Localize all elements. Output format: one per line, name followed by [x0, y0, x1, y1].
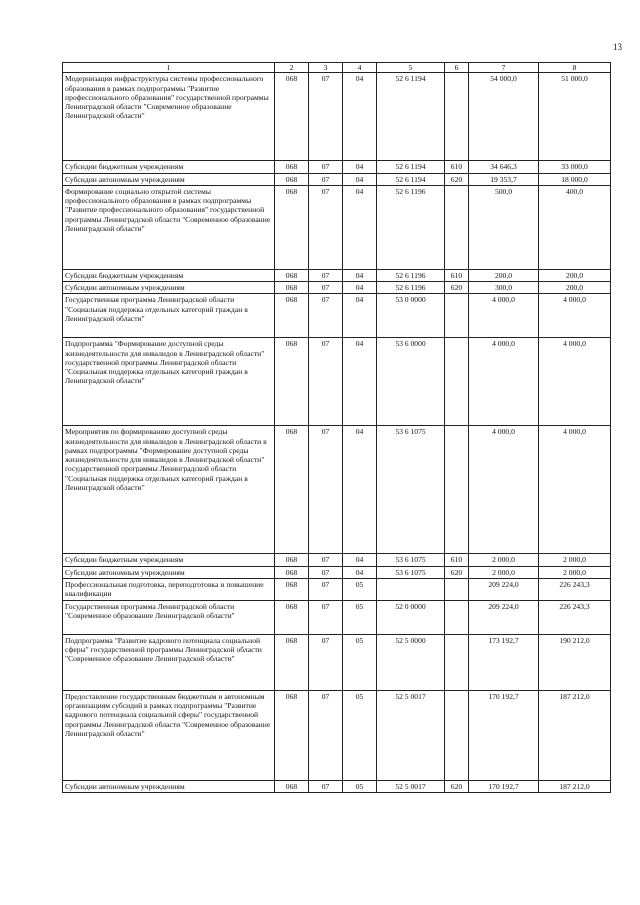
cell-target-article: 52 0 0000 — [377, 600, 445, 634]
cell-ministry-code: 068 — [275, 566, 309, 578]
table-row — [63, 634, 611, 690]
cell-name: Субсидии автономным учреждениям — [63, 780, 275, 792]
cell-subsection: 05 — [343, 690, 377, 780]
cell-subsection: 04 — [343, 426, 377, 554]
cell-section: 07 — [309, 161, 343, 173]
cell-ministry-code: 068 — [275, 173, 309, 185]
column-header: 3 — [309, 63, 343, 73]
cell-name: Профессиональная подготовка, переподготовка и повышение квалификации — [63, 578, 275, 600]
table-row — [63, 600, 611, 634]
cell-amount-year2: 2 000,0 — [539, 566, 611, 578]
cell-subsection: 04 — [343, 173, 377, 185]
table-row — [63, 566, 611, 578]
cell-ministry-code: 068 — [275, 634, 309, 690]
cell-ministry-code: 068 — [275, 185, 309, 269]
cell-expense-type: 610 — [445, 161, 469, 173]
cell-target-article: 53 6 0000 — [377, 338, 445, 426]
cell-subsection: 04 — [343, 73, 377, 161]
cell-amount-year2: 226 243,3 — [539, 600, 611, 634]
cell-amount-year2: 33 000,0 — [539, 161, 611, 173]
cell-amount-year2: 4 000,0 — [539, 426, 611, 554]
cell-amount-year2: 190 212,0 — [539, 634, 611, 690]
cell-name: Модернизация инфраструктуры системы профессионального образования в рамках подпрограммы "Развитие профессионального образования" государственной программы Ленинградской области "Современное образование Ленинградской области" — [63, 73, 275, 161]
cell-expense-type — [445, 578, 469, 600]
cell-section: 07 — [309, 554, 343, 566]
cell-section: 07 — [309, 566, 343, 578]
cell-section: 07 — [309, 269, 343, 281]
cell-amount-year2: 4 000,0 — [539, 338, 611, 426]
cell-name: Субсидии автономным учреждениям — [63, 282, 275, 294]
cell-amount-year2: 200,0 — [539, 282, 611, 294]
cell-amount-year1: 300,0 — [469, 282, 539, 294]
cell-target-article: 52 6 1194 — [377, 161, 445, 173]
cell-amount-year2: 187 212,0 — [539, 780, 611, 792]
cell-expense-type: 610 — [445, 269, 469, 281]
cell-ministry-code: 068 — [275, 426, 309, 554]
cell-ministry-code: 068 — [275, 578, 309, 600]
cell-amount-year2: 51 000,0 — [539, 73, 611, 161]
cell-target-article: 52 6 1194 — [377, 173, 445, 185]
column-header: 7 — [469, 63, 539, 73]
column-header: 4 — [343, 63, 377, 73]
cell-expense-type — [445, 338, 469, 426]
cell-section: 07 — [309, 690, 343, 780]
table-row — [63, 161, 611, 173]
cell-section: 07 — [309, 780, 343, 792]
cell-target-article: 52 6 1196 — [377, 269, 445, 281]
cell-ministry-code: 068 — [275, 690, 309, 780]
column-header: 6 — [445, 63, 469, 73]
cell-expense-type — [445, 600, 469, 634]
cell-target-article — [377, 578, 445, 600]
cell-section: 07 — [309, 578, 343, 600]
cell-subsection: 05 — [343, 780, 377, 792]
cell-subsection: 04 — [343, 566, 377, 578]
cell-amount-year1: 2 000,0 — [469, 566, 539, 578]
cell-expense-type: 620 — [445, 566, 469, 578]
cell-name: Субсидии бюджетным учреждениям — [63, 554, 275, 566]
column-header: 5 — [377, 63, 445, 73]
cell-ministry-code: 068 — [275, 780, 309, 792]
table-row — [63, 173, 611, 185]
cell-expense-type: 620 — [445, 173, 469, 185]
cell-name: Подпрограмма "Развитие кадрового потенциала социальной сферы" государственной программы Ленинградской области "Современное образование Ленинградской области" — [63, 634, 275, 690]
cell-expense-type: 620 — [445, 780, 469, 792]
cell-amount-year1: 200,0 — [469, 269, 539, 281]
table-row — [63, 269, 611, 281]
table-row — [63, 73, 611, 161]
cell-ministry-code: 068 — [275, 338, 309, 426]
table-row — [63, 780, 611, 792]
cell-name: Государственная программа Ленинградской области "Социальная поддержка отдельных категорий граждан в Ленинградской области" — [63, 294, 275, 338]
cell-name: Субсидии бюджетным учреждениям — [63, 269, 275, 281]
cell-target-article: 52 6 1196 — [377, 282, 445, 294]
cell-expense-type — [445, 73, 469, 161]
cell-target-article: 52 5 0017 — [377, 780, 445, 792]
cell-target-article: 52 5 0017 — [377, 690, 445, 780]
table-row — [63, 578, 611, 600]
cell-amount-year1: 500,0 — [469, 185, 539, 269]
cell-expense-type — [445, 185, 469, 269]
cell-section: 07 — [309, 294, 343, 338]
cell-section: 07 — [309, 173, 343, 185]
cell-ministry-code: 068 — [275, 294, 309, 338]
column-header: 2 — [275, 63, 309, 73]
cell-name: Государственная программа Ленинградской области "Современное образование Ленинградской области" — [63, 600, 275, 634]
cell-amount-year1: 4 000,0 — [469, 426, 539, 554]
cell-ministry-code: 068 — [275, 73, 309, 161]
cell-expense-type — [445, 426, 469, 554]
cell-amount-year2: 18 000,0 — [539, 173, 611, 185]
cell-name: Субсидии автономным учреждениям — [63, 566, 275, 578]
cell-subsection: 05 — [343, 578, 377, 600]
cell-amount-year1: 209 224,0 — [469, 600, 539, 634]
cell-ministry-code: 068 — [275, 161, 309, 173]
table-row — [63, 282, 611, 294]
cell-amount-year1: 170 192,7 — [469, 690, 539, 780]
table-row — [63, 294, 611, 338]
cell-subsection: 04 — [343, 554, 377, 566]
header-row — [63, 63, 611, 73]
cell-amount-year1: 19 353,7 — [469, 173, 539, 185]
cell-amount-year2: 2 000,0 — [539, 554, 611, 566]
cell-section: 07 — [309, 185, 343, 269]
cell-name: Мероприятия по формированию доступной среды жизнедеятельности для инвалидов в Ленинградской области в рамках подпрограммы "Формирование доступной среды жизнедеятельности для инвалидов в Ленинградской области" государственной программы Ленинградской области "Социальная поддержка отдельных категорий граждан в Ленинградской области" — [63, 426, 275, 554]
column-header: 8 — [539, 63, 611, 73]
cell-expense-type — [445, 634, 469, 690]
cell-target-article: 53 6 1075 — [377, 426, 445, 554]
table-row — [63, 426, 611, 554]
cell-amount-year1: 2 000,0 — [469, 554, 539, 566]
cell-subsection: 04 — [343, 282, 377, 294]
cell-ministry-code: 068 — [275, 554, 309, 566]
cell-name: Формирование социально открытой системы профессионального образования в рамках подпрограммы "Развитие профессионального образования" государственной программы Ленинградской области "Современное образование Ленинградской области" — [63, 185, 275, 269]
cell-target-article: 52 5 0000 — [377, 634, 445, 690]
cell-subsection: 04 — [343, 294, 377, 338]
cell-ministry-code: 068 — [275, 600, 309, 634]
cell-target-article: 53 6 1075 — [377, 554, 445, 566]
cell-expense-type — [445, 294, 469, 338]
cell-target-article: 52 6 1196 — [377, 185, 445, 269]
cell-target-article: 52 6 1194 — [377, 73, 445, 161]
cell-amount-year1: 173 192,7 — [469, 634, 539, 690]
cell-subsection: 04 — [343, 338, 377, 426]
cell-section: 07 — [309, 282, 343, 294]
column-header: 1 — [63, 63, 275, 73]
cell-section: 07 — [309, 338, 343, 426]
cell-amount-year1: 54 000,0 — [469, 73, 539, 161]
cell-amount-year2: 200,0 — [539, 269, 611, 281]
page-number: 13 — [613, 42, 622, 52]
cell-name: Предоставление государственным бюджетным и автономным организациям субсидий в рамках подпрограммы "Развитие кадрового потенциала социальной сферы" государственной программы Ленинградской области "Современное образование Ленинградской области" — [63, 690, 275, 780]
cell-section: 07 — [309, 426, 343, 554]
table-row — [63, 554, 611, 566]
cell-name: Субсидии автономным учреждениям — [63, 173, 275, 185]
cell-subsection: 04 — [343, 185, 377, 269]
table-row — [63, 690, 611, 780]
cell-target-article: 53 0 0000 — [377, 294, 445, 338]
cell-expense-type: 620 — [445, 282, 469, 294]
cell-amount-year2: 4 000,0 — [539, 294, 611, 338]
cell-section: 07 — [309, 634, 343, 690]
cell-section: 07 — [309, 73, 343, 161]
table-row — [63, 338, 611, 426]
cell-amount-year1: 4 000,0 — [469, 294, 539, 338]
cell-expense-type — [445, 690, 469, 780]
cell-section: 07 — [309, 600, 343, 634]
budget-table — [62, 62, 611, 793]
cell-ministry-code: 068 — [275, 269, 309, 281]
table-row — [63, 185, 611, 269]
cell-subsection: 04 — [343, 269, 377, 281]
cell-target-article: 53 6 1075 — [377, 566, 445, 578]
cell-expense-type: 610 — [445, 554, 469, 566]
cell-amount-year1: 4 000,0 — [469, 338, 539, 426]
cell-ministry-code: 068 — [275, 282, 309, 294]
cell-name: Подпрограмма "Формирование доступной среды жизнедеятельности для инвалидов в Ленинградской области" государственной программы Ленинградской области "Социальная поддержка отдельных категорий граждан в Ленинградской области" — [63, 338, 275, 426]
cell-subsection: 05 — [343, 600, 377, 634]
cell-amount-year1: 209 224,0 — [469, 578, 539, 600]
cell-amount-year2: 226 243,3 — [539, 578, 611, 600]
cell-amount-year2: 400,0 — [539, 185, 611, 269]
cell-amount-year1: 34 646,3 — [469, 161, 539, 173]
cell-amount-year2: 187 212,0 — [539, 690, 611, 780]
cell-amount-year1: 170 192,7 — [469, 780, 539, 792]
cell-subsection: 04 — [343, 161, 377, 173]
cell-name: Субсидии бюджетным учреждениям — [63, 161, 275, 173]
cell-subsection: 05 — [343, 634, 377, 690]
